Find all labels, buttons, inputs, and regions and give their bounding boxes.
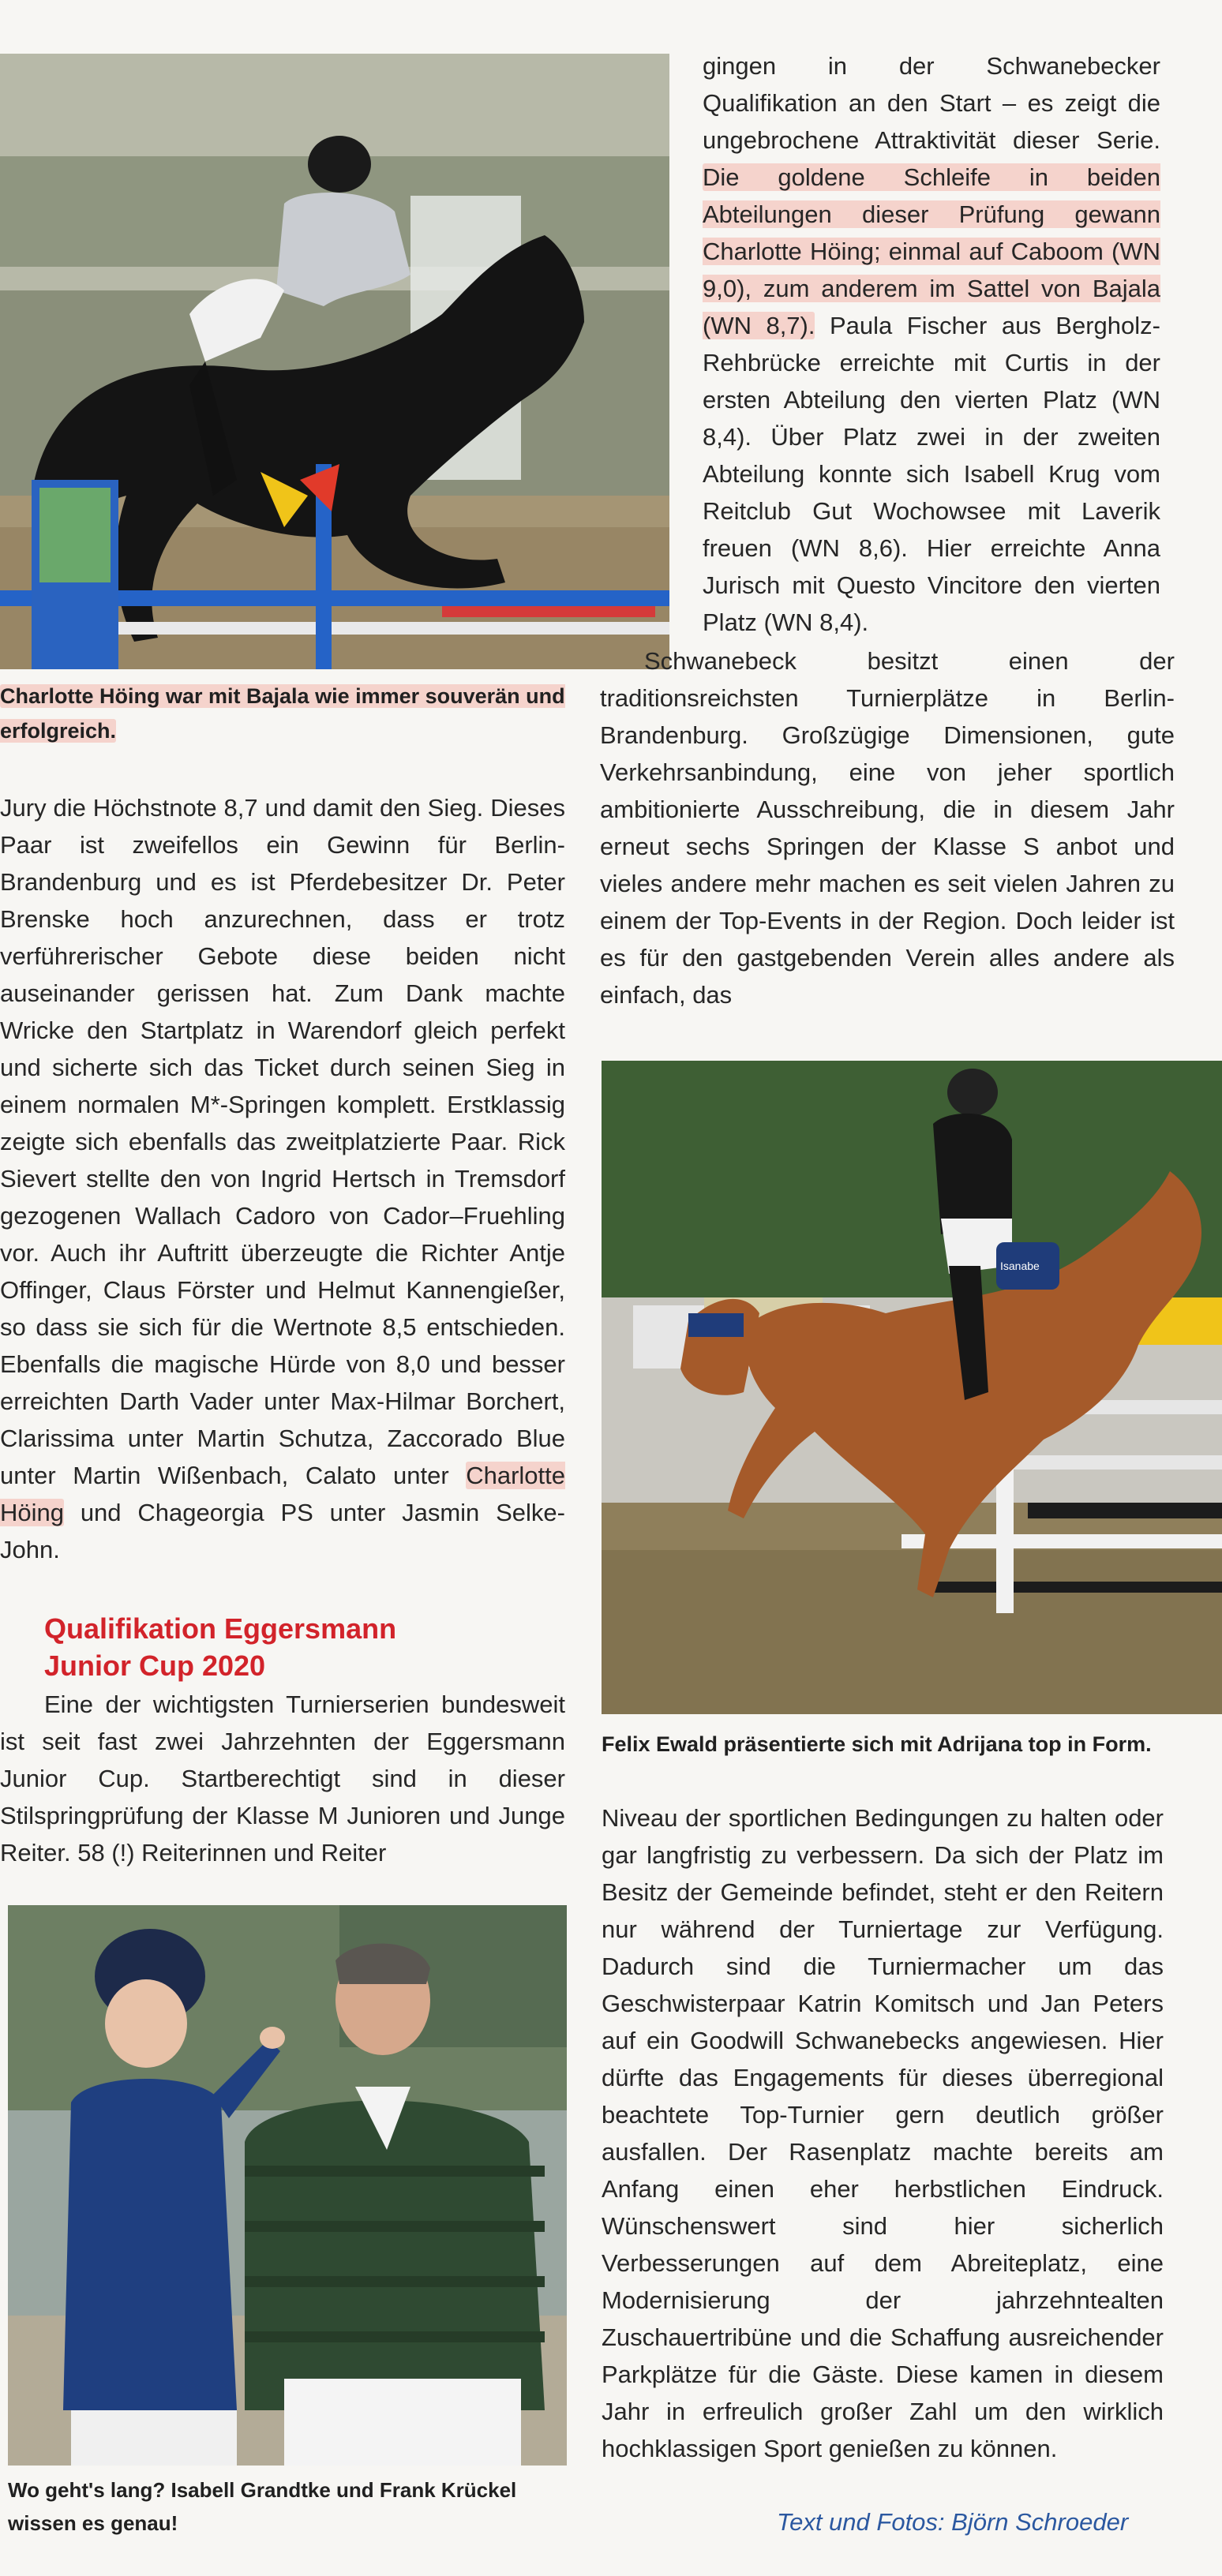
paragraph-results: gingen in der Schwanebecker Qualifikation an den Start – es zeigt die ungebrochene Attraktivität dieser Serie. Die goldene Schleife in beiden Abteilungen dieser Prüfung gewann Charlotte Höing; einmal auf Caboom (WN 9,0), zum anderem im Sattel von Bajala (WN 8,7). Paula Fischer aus Bergholz-Rehbrücke erreichte mit Curtis in der ersten Abteilung den vierten Platz (WN 8,4). Über Platz zwei in der zweiten Abteilung konnte sich Isabell Krug vom Reitclub Gut Wochowsee mit Laverik freuen (WN 8,6). Hier erreichte Anna Jurisch mit Questo Vincitore den vierten Platz (WN 8,4).	[703, 52, 1160, 636]
riders-talking-image	[8, 1905, 567, 2466]
paragraph-schwanebeck: Schwanebeck besitzt einen der traditionsreichsten Turnierplätze in Berlin-Brandenburg. Großzügige Dimensionen, gute Verkehrsanbindung, eine von jeher sportlich ambitionierte Ausschreibung, die in diesem Jahr erneut sechs Springen der Klasse S anbot und vieles andere mehr machen es seit vielen Jahren zu einem der Top-Events in der Region. Doch leider ist es für den gastgebenden Verein alles andere als einfach, das	[600, 647, 1175, 1009]
jumping-horse-black-image	[0, 54, 669, 669]
highlighted-winner-text: Die goldene Schleife in beiden Abteilungen dieser Prüfung gewann Charlotte Höing; einmal auf Caboom (WN 9,0), zum anderem im Sattel von Bajala (WN 8,7).	[703, 163, 1160, 339]
paragraph-jury: Jury die Höchstnote 8,7 und damit den Sieg. Dieses Paar ist zweifellos ein Gewinn für Berlin-Brandenburg und es ist Pferdebesitzer Dr. Peter Brenske hoch anzurechnen, dass er trotz verführerischer Gebote diese beiden nicht auseinander gerissen hat. Zum Dank machte Wricke den Startplatz in Warendorf gleich perfekt und sicherte sich das Ticket durch seinen Sieg in einem normalen M*-Springen komplett. Erstklassig zeigte sich ebenfalls das zweitplatzierte Paar. Rick Sievert stellte den von Ingrid Hertsch in Tremsdorf gezogenen Wallach Cadoro von Cador–Fruehling vor. Auch ihr Auftritt überzeugte die Richter Antje Offinger, Claus Förster und Helmut Kannengießer, so dass sie sich für die Wertnote 8,5 entschieden. Ebenfalls die magische Hürde von 8,0 und besser erreichten Darth Vader unter Max-Hilmar Borchert, Clarissima unter Martin Schutza, Zaccorado Blue unter Martin Wißenbach, Calato unter Charlotte Höing und Chageorgia PS unter Jasmin Selke-John.	[0, 794, 565, 1563]
highlighted-rider-name: Charlotte Höing	[0, 1462, 565, 1526]
right-column-bottom-text	[602, 1799, 1164, 2467]
photo-grandtke-kruckel	[8, 1905, 567, 2466]
photo-felix-ewald-adrijana	[602, 1061, 1222, 1714]
left-column-junior-cup-text	[0, 1686, 565, 1871]
paragraph-junior-cup: Eine der wichtigsten Turnierserien bundesweit ist seit fast zwei Jahrzehnten der Eggersmann Junior Cup. Startberechtigt sind in dieser Stilspringprüfung der Klasse M Junioren und Junge Reiter. 58 (!) Reiterinnen und Reiter	[0, 1690, 565, 1866]
paragraph-niveau: Niveau der sportlichen Bedingungen zu halten oder gar langfristig zu verbessern. Da sich der Platz im Besitz der Gemeinde befindet, steht er den Reitern nur während der Turniertage zur Verfügung. Dadurch sind die Turniermacher um das Geschwisterpaar Katrin Komitsch und Jan Peters auf ein Goodwill Schwanebecks angewiesen. Hier dürfte das Engagements für dieses überregional beachtete Top-Turnier gern deutlich größer ausfallen. Der Rasenplatz machte bereits am Anfang einen eher herbstlichen Eindruck. Wünschenswert sind hier sicherlich Verbesserungen auf dem Abreiteplatz, eine Modernisierung der jahrzehntealten Zuschauertribüne und die Schaffung ausreichender Parkplätze für die Gäste. Diese kamen in diesem Jahr in erfreulich großer Zahl um den wirklich hochklassigen Sport genießen zu können.	[602, 1804, 1164, 2462]
right-column-schwanebeck-text	[600, 642, 1175, 1013]
section-heading: Qualifikation Eggersmann Junior Cup 2020	[44, 1612, 397, 1682]
caption-middle-right: Felix Ewald präsentierte sich mit Adrijana top in Form.	[602, 1732, 1152, 1756]
photo-charlotte-hoeing-bajala	[0, 54, 669, 669]
right-column-top-text	[703, 47, 1160, 641]
photo-credit: Text und Fotos: Björn Schroeder	[777, 2508, 1129, 2536]
jumping-horse-brown-image	[602, 1061, 1222, 1714]
left-column-middle-text	[0, 789, 565, 1568]
caption-top-left: Charlotte Höing war mit Bajala wie immer souverän und erfolgreich.	[0, 684, 565, 743]
saddle-text: Isanabe	[1000, 1260, 1040, 1272]
caption-bottom-left: Wo geht's lang? Isabell Grandtke und Frank Krückel wissen es genau!	[8, 2478, 517, 2535]
